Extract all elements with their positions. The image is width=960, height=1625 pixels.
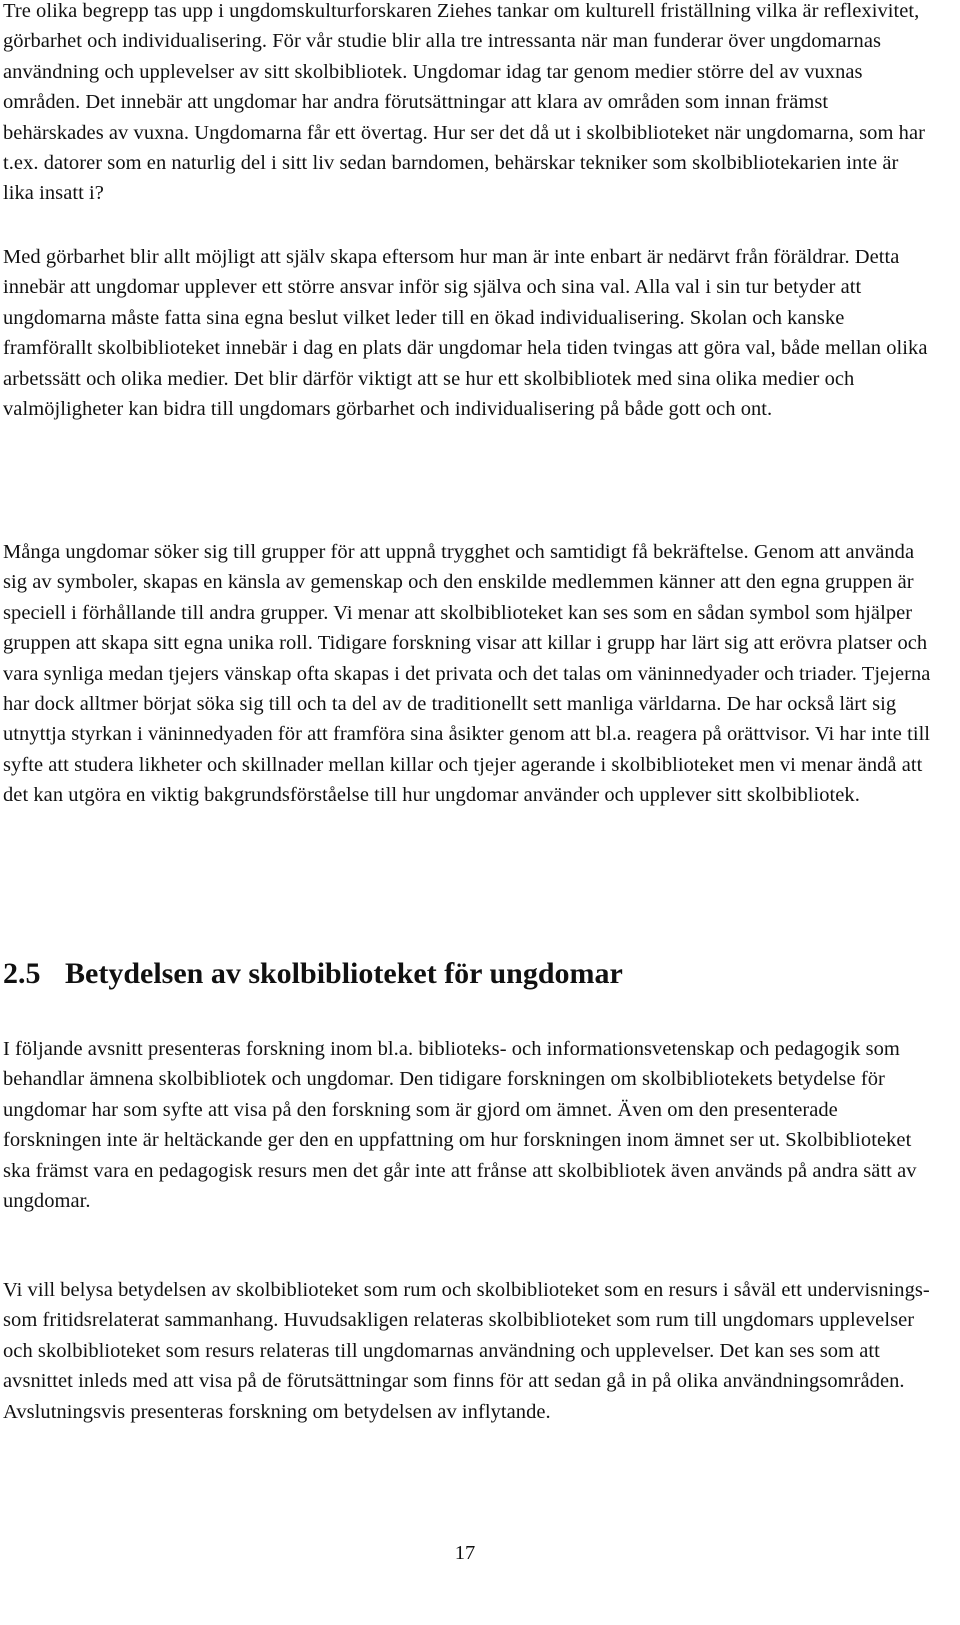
body-paragraph: Med görbarhet blir allt möjligt att själv skapa eftersom hur man är inte enbart är nedärvt från föräldrar. Detta innebär att ungdomar upplever ett större ansvar inför sig själva och sina val. Alla val i sin tur betyder att ungdomarna måste fatta sina egna beslut vilket leder till en ökad individualisering. Skolan och kanske framförallt skolbiblioteket innebär i dag en plats där ungdomar hela tiden tvingas att göra val, både mellan olika arbetssätt och olika medier. Det blir därför viktigt att se hur ett skolbibliotek med sina olika medier och valmöjligheter kan bidra till ungdomars görbarhet och individualisering på både gott och ont. — [3, 246, 928, 421]
page-number: 17 — [454, 1542, 476, 1564]
section-title: Betydelsen av skolbiblioteket för ungdomar — [65, 957, 623, 990]
section-heading — [3, 954, 934, 994]
body-paragraph: Tre olika begrepp tas upp i ungdomskulturforskaren Ziehes tankar om kulturell friställning vilka är reflexivitet, görbarhet och individualisering. För vår studie blir alla tre intressanta när man funderar över ungdomarnas användning och upplevelser av sitt skolbibliotek. Ungdomar idag tar genom medier större del av vuxnas områden. Det innebär att ungdomar har andra förutsättningar att klara av områden som innan främst behärskades av vuxna. Ungdomarna får ett övertag. Hur ser det då ut i skolbiblioteket när ungdomarna, som har t.ex. datorer som en naturlig del i sitt liv sedan barndomen, behärskar tekniker som skolbibliotekarien inte är lika insatt i? — [3, 0, 925, 205]
section-number: 2.5 — [3, 957, 41, 990]
section-paragraph: Vi vill belysa betydelsen av skolbiblioteket som rum och skolbiblioteket som en resurs i såväl ett undervisnings- som fritidsrelaterat sammanhang. Huvudsakligen relateras skolbiblioteket som rum till ungdomars upplevelser och skolbiblioteket som resurs relateras till ungdomarnas användning och upplevelser. Det kan ses som att avsnittet inleds med att visa på de förutsättningar som finns för att sedan gå in på olika användningsområden. Avslutningsvis presenteras forskning om betydelsen av inflytande. — [3, 1279, 930, 1423]
section-paragraph: I följande avsnitt presenteras forskning inom bl.a. biblioteks- och informationsvetenskap och pedagogik som behandlar ämnena skolbibliotek och ungdomar. Den tidigare forskningen om skolbibliotekets betydelse för ungdomar har som syfte att visa på den forskning som är gjord om ämnet. Även om den presenterade forskningen inte är heltäckande ger den en uppfattning om hur forskningen inom ämnet ser ut. Skolbiblioteket ska främst vara en pedagogisk resurs men det går inte att frånse att skolbibliotek även används på andra sätt av ungdomar. — [3, 1038, 917, 1213]
body-paragraph: Många ungdomar söker sig till grupper för att uppnå trygghet och samtidigt få bekräftelse. Genom att använda sig av symboler, skapas en känsla av gemenskap och den enskilde medlemmen känner att den egna gruppen är speciell i förhållande till andra grupper. Vi menar att skolbiblioteket kan ses som en sådan symbol som hjälper gruppen att skapa sitt egna unika roll. Tidigare forskning visar att killar i grupp har lärt sig att erövra platser och vara synliga medan tjejers vänskap ofta skapas i det privata och det talas om väninnedyader och triader. Tjejerna har dock alltmer börjat söka sig till och ta del av de traditionellt sett manliga världarna. De har också lärt sig utnyttja styrkan i väninnedyaden för att framföra sina åsikter genom att bl.a. reagera på orättvisor. Vi har inte till syfte att studera likheter och skillnader mellan killar och tjejer agerande i skolbiblioteket men vi menar ändå att det kan utgöra en viktig bakgrundsförståelse till hur ungdomar använder och upplever sitt skolbibliotek. — [3, 541, 931, 807]
